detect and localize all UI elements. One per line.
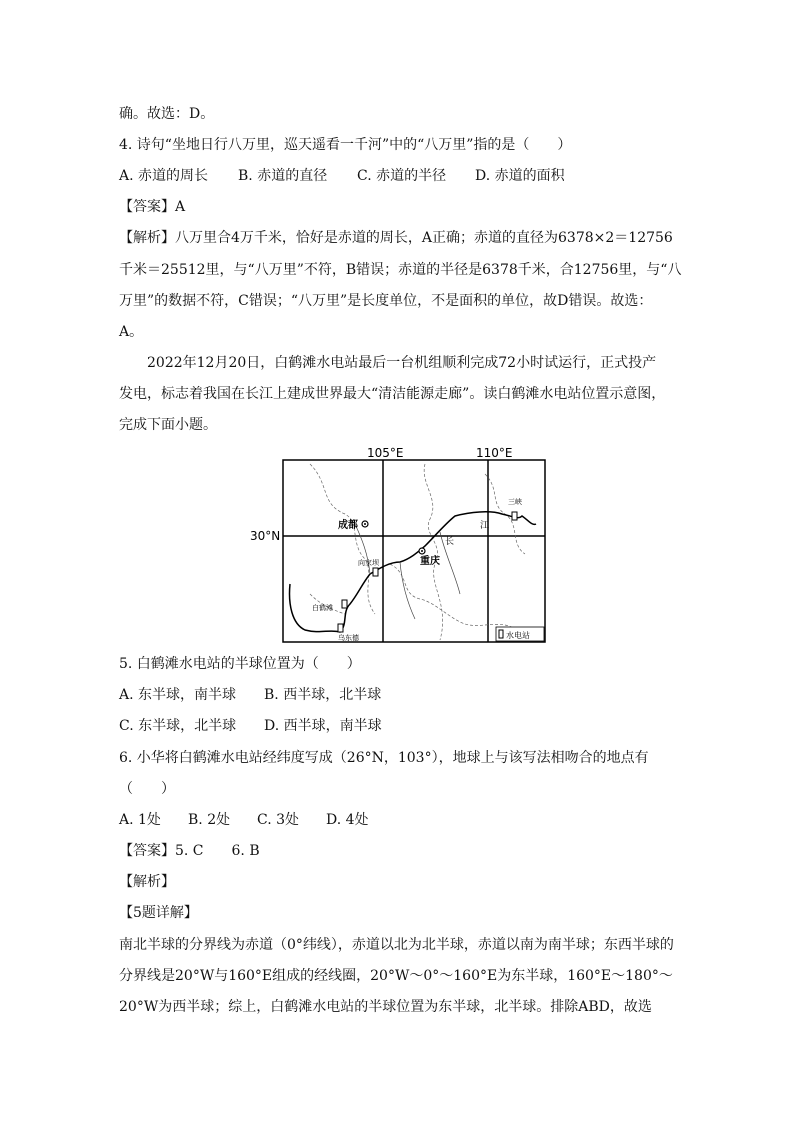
baihetan-label: 白鹤滩 bbox=[312, 604, 333, 612]
legend-label: 水电站 bbox=[506, 631, 530, 640]
river-label-chang: 长 bbox=[445, 537, 455, 547]
intro-line3: 完成下面小题。 bbox=[119, 417, 217, 433]
answer-4: 【答案】A bbox=[119, 199, 186, 215]
explanation-5-line2: 分界线是20°W与160°E组成的经线圈，20°W～0°～160°E为东半球，160°E～180°～ bbox=[119, 968, 673, 984]
q6-option-c: C. 3处 bbox=[257, 812, 300, 828]
chongqing-label: 重庆 bbox=[420, 556, 440, 567]
answer-5-6: 【答案】5. C 6. B bbox=[119, 843, 260, 859]
lon-105-label: 105°E bbox=[367, 446, 404, 460]
river-label-jiang: 江 bbox=[480, 521, 490, 531]
q6-option-b: B. 2处 bbox=[188, 812, 231, 828]
chongqing-marker-dot bbox=[421, 550, 423, 552]
map-frame bbox=[283, 460, 545, 642]
sanxia-station-icon bbox=[512, 512, 517, 520]
q5-option-d: D. 西半球，南半球 bbox=[264, 718, 382, 734]
intro-line1: 2022年12月20日，白鹤滩水电站最后一台机组顺利完成72小时试运行，正式投产 bbox=[147, 355, 657, 371]
q4-option-b: B. 赤道的直径 bbox=[238, 168, 328, 184]
xiangjiaba-station-icon bbox=[373, 568, 378, 576]
sanxia-label: 三峡 bbox=[508, 498, 522, 506]
wudongde-station-icon bbox=[338, 624, 343, 632]
chengdu-label: 成都 bbox=[338, 520, 358, 531]
question-4: 4. 诗句“坐地日行八万里，巡天遥看一千河”中的“八万里”指的是（ ） bbox=[119, 137, 572, 153]
xiangjiaba-label: 向家坝 bbox=[358, 559, 379, 567]
q5-option-c: C. 东半球，北半球 bbox=[119, 718, 237, 734]
explanation-4-line4: A。 bbox=[119, 324, 144, 340]
lat-30-label: 30°N bbox=[250, 529, 281, 543]
explanation-5-line1: 南北半球的分界线为赤道（0°纬线），赤道以北为北半球，赤道以南为南半球；东西半球的 bbox=[119, 937, 674, 953]
explanation-4-line2: 千米＝25512里，与“八万里”不符，B错误；赤道的半径是6378千米，合12756里，与“八 bbox=[119, 262, 682, 278]
q5-option-a: A. 东半球，南半球 bbox=[119, 687, 237, 703]
q4-option-d: D. 赤道的面积 bbox=[475, 168, 565, 184]
q4-option-a: A. 赤道的周长 bbox=[119, 168, 209, 184]
text-line: 确。故选：D。 bbox=[119, 106, 215, 122]
chengdu-marker-dot bbox=[364, 523, 366, 525]
question-5: 5. 白鹤滩水电站的半球位置为（ ） bbox=[119, 656, 361, 672]
lon-110-label: 110°E bbox=[476, 446, 513, 460]
intro-line2: 发电，标志着我国在长江上建成世界最大“清洁能源走廊”。读白鹤滩水电站位置示意图， bbox=[119, 386, 666, 402]
baihetan-location-map bbox=[250, 444, 550, 644]
legend-station-icon bbox=[499, 630, 503, 638]
explanation-4-line3: 万里”的数据不符，C错误；“八万里”是长度单位，不是面积的单位，故D错误。故选： bbox=[119, 293, 653, 309]
explanation-5-line3: 20°W为西半球；综上，白鹤滩水电站的半球位置为东半球，北半球。排除ABD，故选 bbox=[119, 999, 652, 1015]
q5-option-b: B. 西半球，北半球 bbox=[264, 687, 382, 703]
q6-option-d: D. 4处 bbox=[326, 812, 369, 828]
explanation-4-line1: 【解析】八万里合4万千米，恰好是赤道的周长，A正确；赤道的直径为6378×2＝12756 bbox=[119, 230, 673, 246]
explanation-heading: 【解析】 bbox=[119, 874, 175, 890]
q6-option-a: A. 1处 bbox=[119, 812, 161, 828]
sub-heading-5: 【5题详解】 bbox=[119, 905, 198, 921]
question-6-line2: （ ） bbox=[119, 781, 175, 797]
wudongde-label: 乌东德 bbox=[338, 634, 359, 642]
baihetan-station-icon bbox=[342, 600, 347, 608]
q4-option-c: C. 赤道的半径 bbox=[357, 168, 447, 184]
question-6-line1: 6. 小华将白鹤滩水电站经纬度写成（26°N，103°），地球上与该写法相吻合的地点有 bbox=[119, 750, 649, 766]
